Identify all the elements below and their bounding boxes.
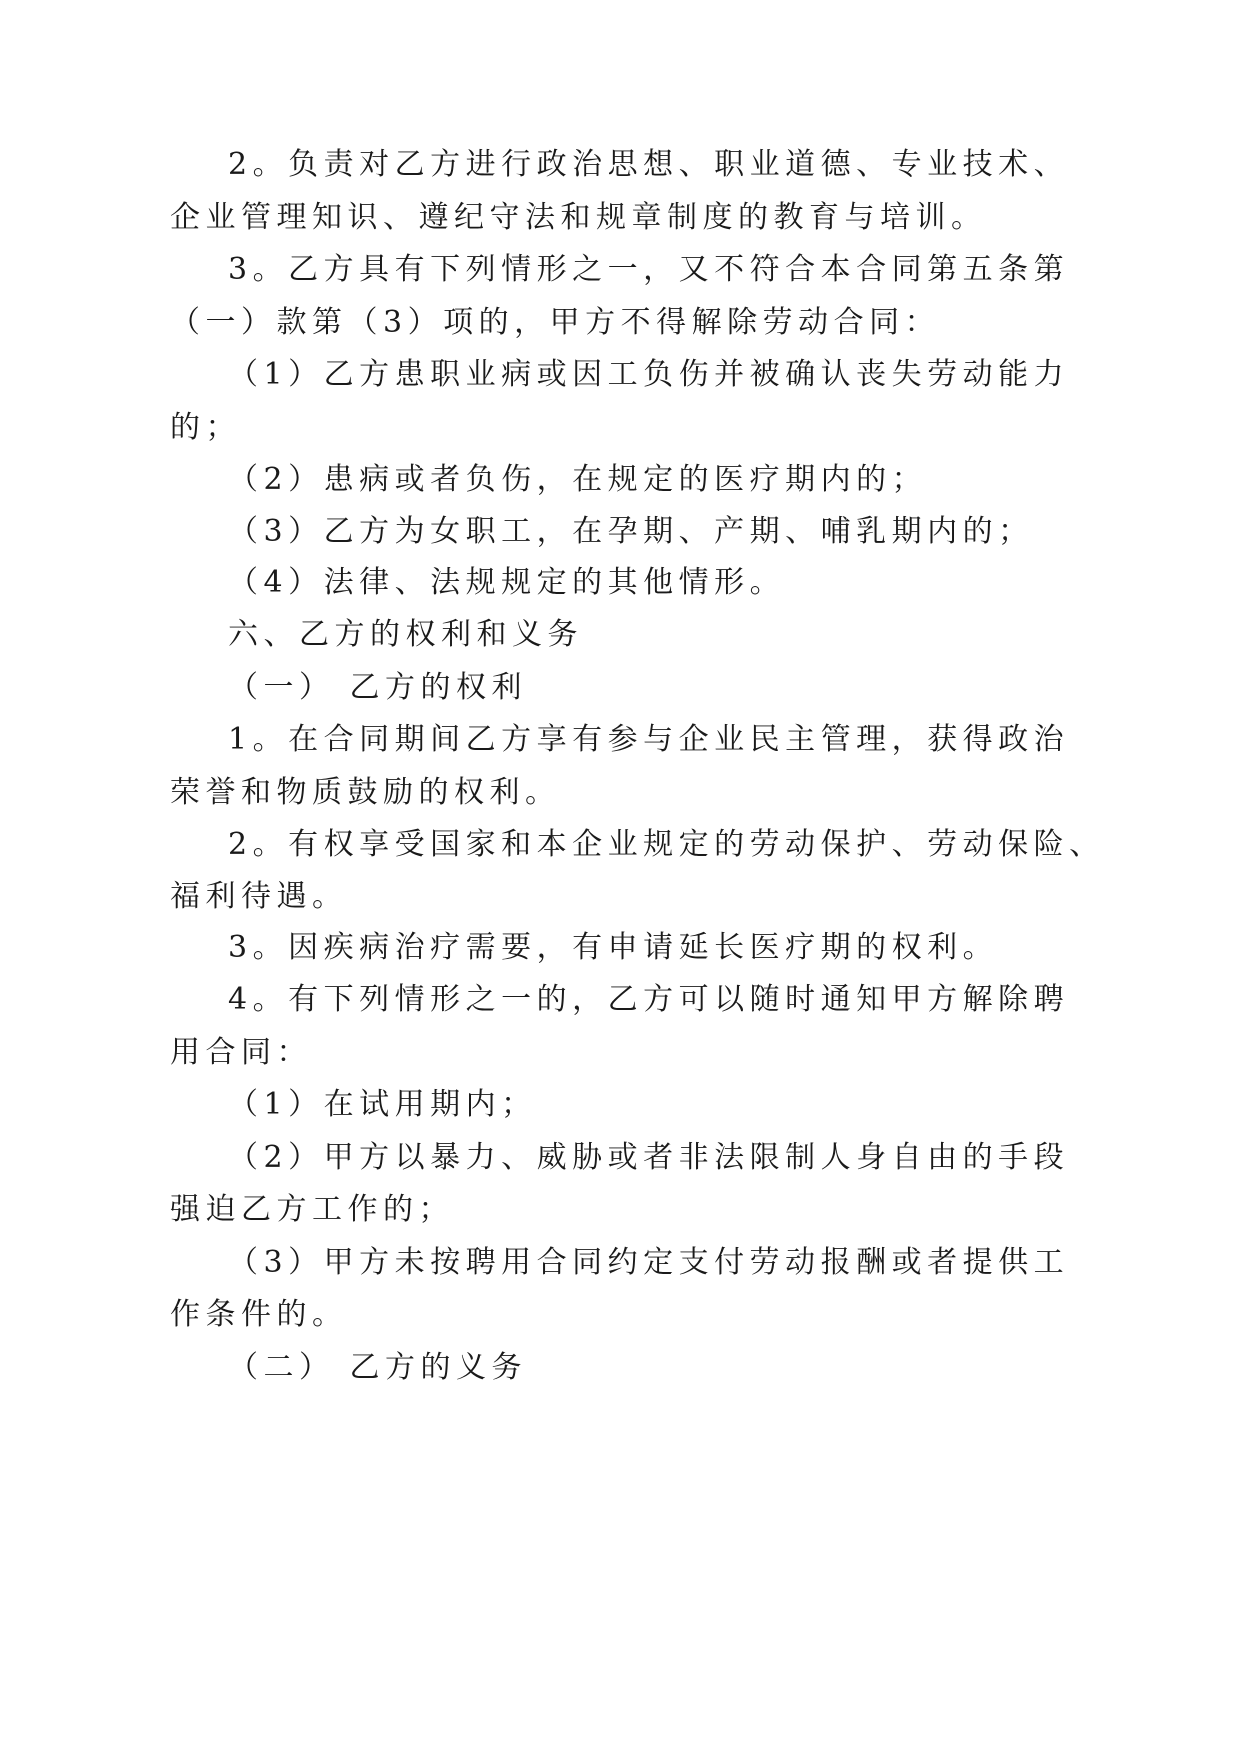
text-line: （2）甲方以暴力、威胁或者非法限制人身自由的手段 xyxy=(228,1140,1070,1175)
text-line: 3。乙方具有下列情形之一，又不符合本合同第五条第 xyxy=(228,252,1070,287)
text-line: （一）款第（3）项的，甲方不得解除劳动合同： xyxy=(170,305,941,340)
text-line: （1）在试用期内； xyxy=(228,1087,537,1122)
text-line: （3）乙方为女职工，在孕期、产期、哺乳期内的； xyxy=(228,514,1034,549)
text-line: 2。有权享受国家和本企业规定的劳动保护、劳动保险、 xyxy=(228,827,1105,862)
text-line: 1。在合同期间乙方享有参与企业民主管理，获得政治 xyxy=(228,722,1070,757)
text-line: 企业管理知识、遵纪守法和规章制度的教育与培训。 xyxy=(170,200,987,235)
text-line: 强迫乙方工作的； xyxy=(170,1192,454,1227)
subsection-heading: （二） 乙方的义务 xyxy=(228,1350,528,1385)
text-line: 的； xyxy=(170,410,241,445)
text-line: （3）甲方未按聘用合同约定支付劳动报酬或者提供工 xyxy=(228,1245,1070,1280)
text-line: （4）法律、法规规定的其他情形。 xyxy=(228,565,786,600)
subsection-heading: （一） 乙方的权利 xyxy=(228,670,528,705)
text-line: 作条件的。 xyxy=(170,1297,348,1332)
text-line: 福利待遇。 xyxy=(170,879,348,914)
text-line: 2。负责对乙方进行政治思想、职业道德、专业技术、 xyxy=(228,147,1070,182)
text-line: 用合同： xyxy=(170,1035,312,1070)
text-line: 荣誉和物质鼓励的权利。 xyxy=(170,775,561,810)
text-line: 3。因疾病治疗需要，有申请延长医疗期的权利。 xyxy=(228,930,999,965)
text-line: 4。有下列情形之一的，乙方可以随时通知甲方解除聘 xyxy=(228,982,1070,1017)
section-heading: 六、乙方的权利和义务 xyxy=(228,617,583,652)
text-line: （1）乙方患职业病或因工负伤并被确认丧失劳动能力 xyxy=(228,357,1070,392)
text-line: （2）患病或者负伤，在规定的医疗期内的； xyxy=(228,462,928,497)
